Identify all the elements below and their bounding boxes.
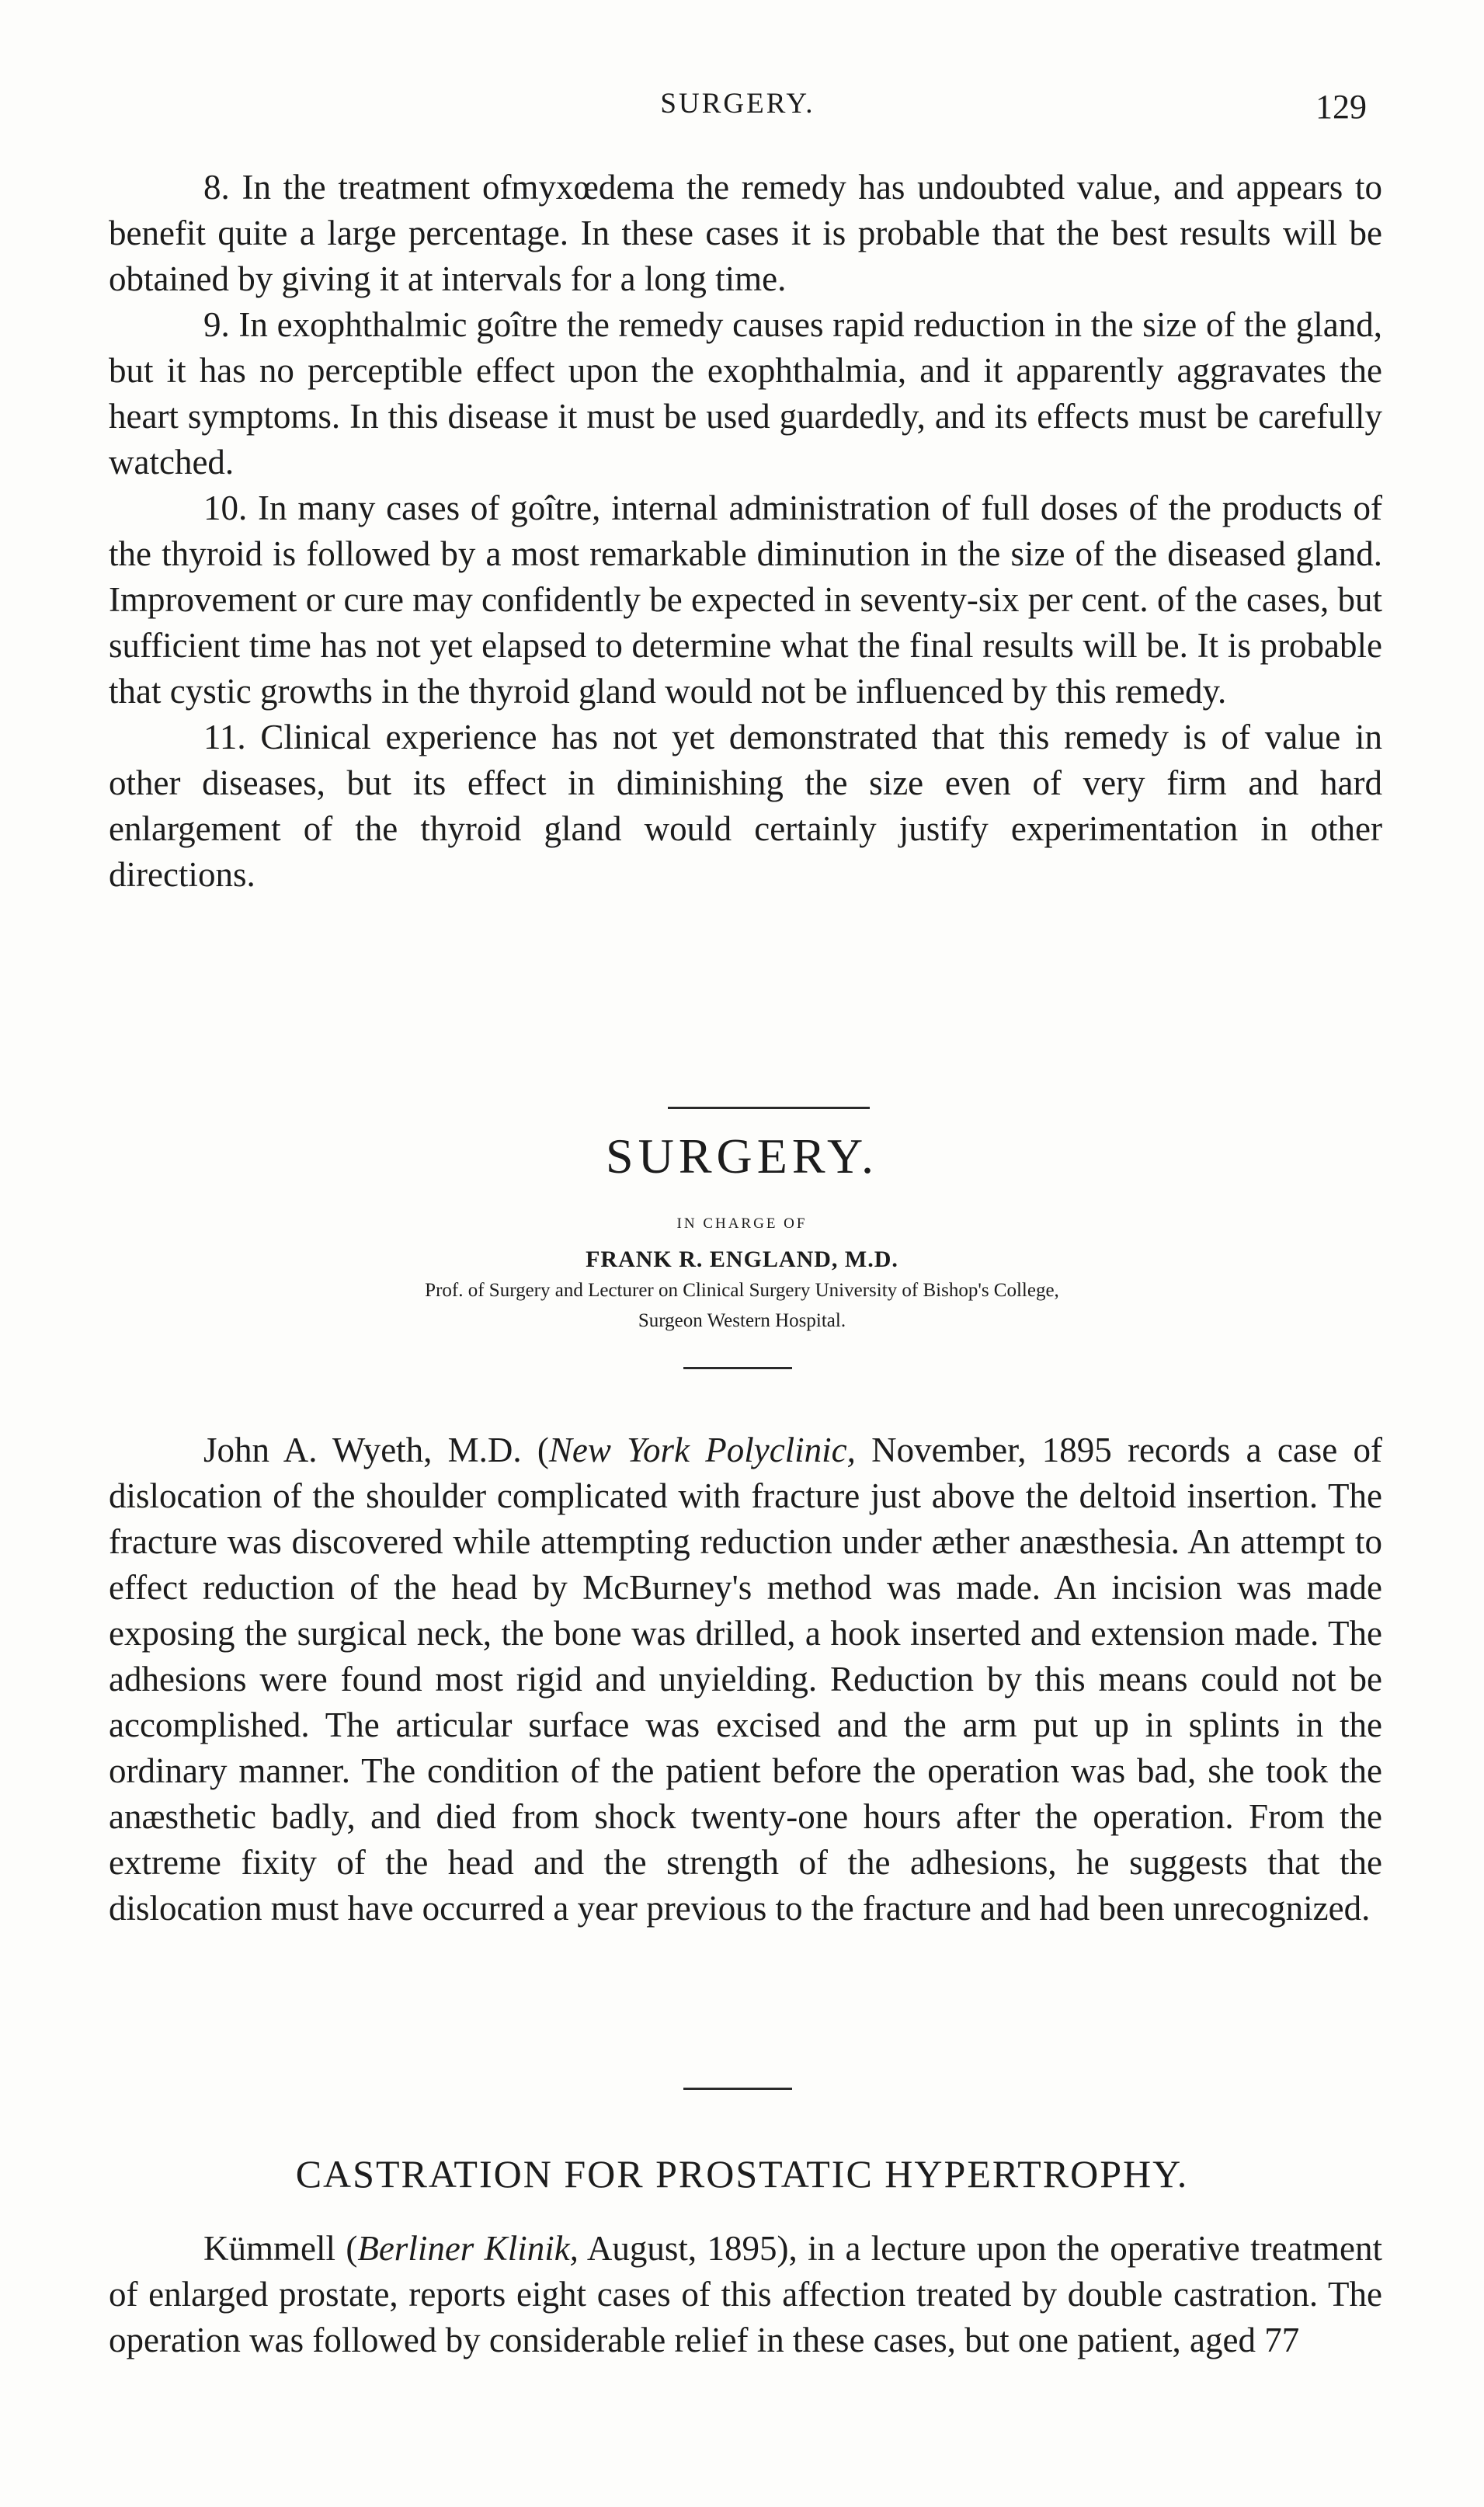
paragraph-10: 10. In many cases of goître, internal administration of full doses of the products of the thyroid is followed by a most remarkable diminution in the size of the diseased gland. Improvement or cure may confidently be expected in seventy-six per cent. of the cases, but sufficient time has not yet elapsed to determine what the final results will be. It is probable that cystic growths in the thyroid gland would not be influenced by this remedy. [109,489,1382,711]
kummell-author: Kümmell ( [203,2229,358,2268]
page-number: 129 [1315,88,1367,126]
paragraph-11: 11. Clinical experience has not yet demonstrated that this remedy is of value in other diseases, but its effect in diminishing the size even of very firm and hard enlargement of the thyroid gland would certainly justify experimentation in other directions. [109,718,1382,894]
running-title: SURGERY. [660,88,815,120]
divider-rule [683,2088,792,2090]
kummell-text: August, 1895), in a lecture upon the operative treatment of enlarged prostate, reports eight cases of this affection treated by double castration. The operation was followed by considerable relief in these cases, but one patient, aged 77 [109,2229,1382,2359]
castration-heading: CASTRATION FOR PROSTATIC HYPERTROPHY. [295,2152,1189,2196]
editor-name: FRANK R. ENGLAND, M.D. [586,1247,898,1272]
kummell-source: Berliner Klinik, [357,2229,579,2268]
wyeth-source: New York Polyclinic, [548,1431,856,1469]
numbered-conclusions [109,165,1382,898]
editor-title: Prof. of Surgery and Lecturer on Clinical Surgery University of Bishop's College, [425,1280,1059,1301]
wyeth-author: John A. Wyeth, M.D. ( [203,1431,549,1469]
kummell-paragraph [109,2226,1382,2363]
kummell-abstract [109,2226,1382,2363]
wyeth-text: November, 1895 records a case of dislocation of the shoulder complicated with fracture just above the deltoid insertion. The fracture was discovered while attempting reduction under æther anæsthesia. An attempt to effect reduction of the head by McBurney's method was made. An incision was made exposing the surgical neck, the bone was drilled, a hook inserted and extension made. The adhesions were found most rigid and unyielding. Reduction by this means could not be accomplished. The articular surface was excised and the arm put up in splints in the ordinary manner. The condition of the patient before the operation was bad, she took the anæsthetic badly, and died from shock twenty-one hours after the operation. From the extreme fixity of the head and the strength of the adhesions, he suggests that the dislocation must have occurred a year previous to the fracture and had been unrecognized. [109,1431,1382,1928]
divider-rule [668,1107,870,1109]
divider-rule [683,1367,792,1369]
in-charge-label: IN CHARGE OF [676,1215,808,1232]
running-head [109,87,1367,134]
wyeth-paragraph [109,1427,1382,1932]
paragraph-9: 9. In exophthalmic goître the remedy causes rapid reduction in the size of the gland, but it has no perceptible effect upon the exophthalmia, and it apparently aggravates the heart symptoms. In this disease it must be used guardedly, and its effects must be carefully watched. [109,305,1382,482]
paragraph-8: 8. In the treatment ofmyxœdema the remedy has undoubted value, and appears to benefit quite a large percentage. In these cases it is probable that the best results will be obtained by giving it at intervals for a long time. [109,168,1382,298]
editor-hospital: Surgeon Western Hospital. [638,1310,846,1331]
wyeth-abstract [109,1427,1382,1932]
section-title: SURGERY. [606,1128,878,1184]
